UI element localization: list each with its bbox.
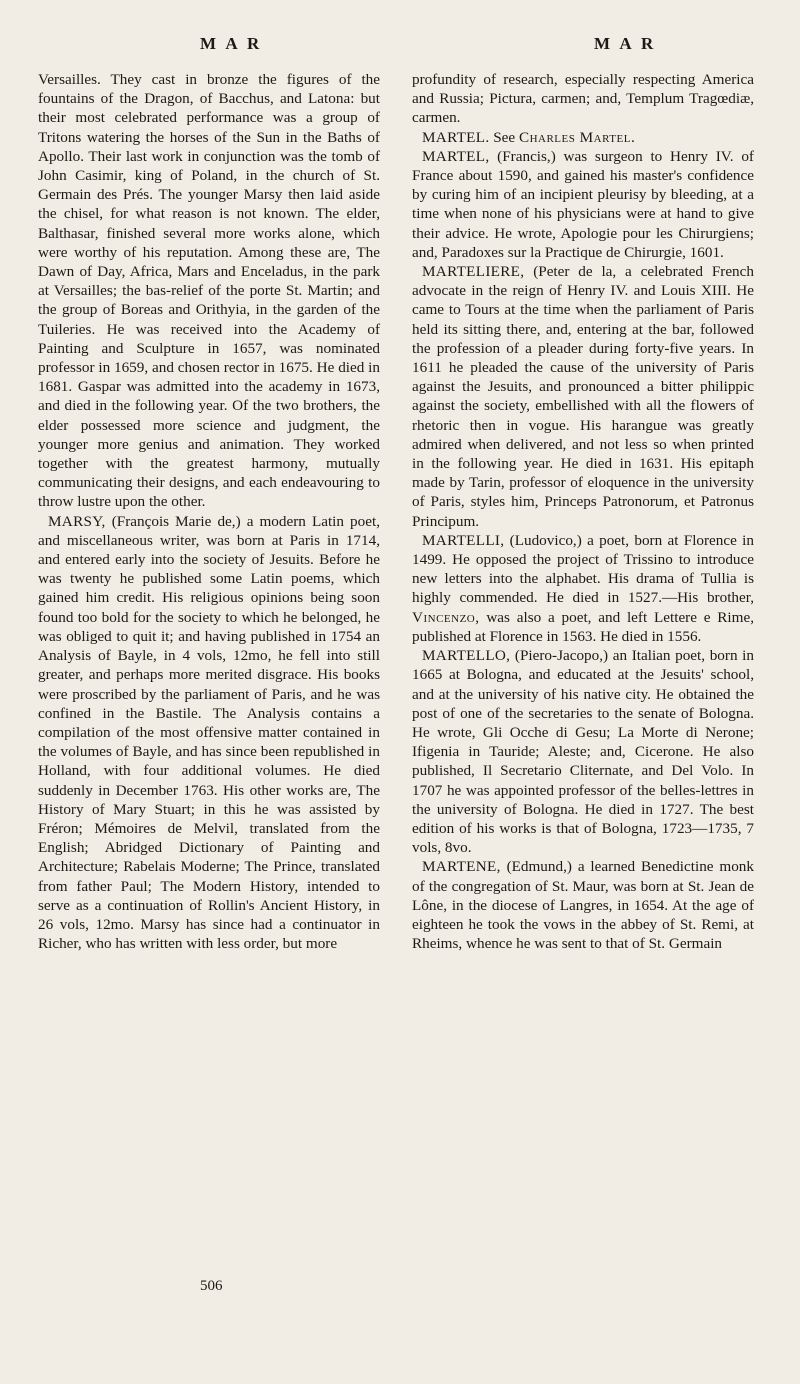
- dictionary-entry: MARTEL. See Charles Martel.: [422, 128, 636, 146]
- entry-headword: MARTELLI,: [422, 531, 505, 549]
- page-number: 506: [200, 1278, 223, 1294]
- entry-headword: MARTEL,: [422, 147, 490, 165]
- running-head-left: M A R: [200, 34, 263, 53]
- entry-headword: MARTELIERE,: [422, 263, 525, 281]
- cross-reference: Charles Martel.: [518, 128, 636, 146]
- dictionary-entry: MARTENE, (Edmund,) a learned Benedictine monk of the congregation of St. Maur, was born at St. Jean de Lône, in the diocese of Langres, in 1654. At the age of eighteen he took the vows in the abbey of St. Remi, at Rheims, whence he was sent to that of St. Germain: [412, 858, 754, 953]
- running-head-right: M A R: [594, 34, 657, 53]
- dictionary-entry: MARTELIERE, (Peter de la, a celebrated French advocate in the reign of Henry IV. and Louis XIII. He came to Tours at the time when the parliament of Paris held its sitting there, and, entering at the bar, followed the profession of a pleader during forty-five years. In 1611 he pleaded the cause of the university of Paris against the Jesuits, and pronounced a bitter philippic against the society, embellished with all the flowers of rhetoric then in vogue. His harangue was greatly admired when delivered, and not less so when printed in the following year. He died in 1631. His epitaph made by Tarin, professor of eloquence in the university of Paris, styles him, Princeps Patronorum, et Patronus Principum.: [412, 263, 754, 530]
- name-smallcaps: Vincenzo,: [412, 608, 480, 626]
- dictionary-entry: MARTEL, (Francis,) was surgeon to Henry IV. of France about 1590, and gained his master's confidence by curing him of an incipient pleurisy by bleeding, at a time when none of his physicians were at hand to give their advice. He wrote, Apologie pour les Chirurgiens; and, Paradoxes sur la Practique de Chirurgie, 1601.: [412, 147, 754, 261]
- entry-headword: MARTENE,: [422, 858, 501, 876]
- entry-headword: MARTELLO,: [422, 647, 511, 665]
- left-column: [38, 70, 380, 953]
- paragraph: profundity of research, especially respecting America and Russia; Pictura, carmen; and, Templum Tragœdiæ, carmen.: [412, 71, 754, 127]
- dictionary-entry: MARTELLO, (Piero-Jacopo,) an Italian poet, born in 1665 at Bologna, and educated at the Jesuits' school, and at the university of his native city. He obtained the post of one of the secretaries to the senate of Bologna. He wrote, Gli Ocche di Gesu; La Morte di Nerone; Ifigenia in Tauride; Aleste; and, Cicerone. He also published, Il Secretario Cliternate, and Del Volo. In 1707 he was appointed professor of the belles-lettres in the university of Bologna. He died in 1727. The best edition of his works is that of Bologna, 1723—1735, 7 vols, 8vo.: [412, 647, 754, 857]
- dictionary-entry: MARSY, (François Marie de,) a modern Latin poet, and miscellaneous writer, was born at Paris in 1714, and entered early into the society of Jesuits. Before he was twenty he published some Latin poems, which gained him credit. His religious opinions being soon found too bold for the society to which he belonged, he was obliged to quit it; and having published in 1754 an Analysis of Bayle, in 4 vols, 12mo, he fell into still greater, and perhaps more merited disgrace. His books were proscribed by the parliament of Paris, and he was confined in the Bastile. The Analysis contains a compilation of the most offensive matter contained in the volumes of Bayle, and has since been republished in Holland, with four additional volumes. He died suddenly in December 1763. His other works are, The History of Mary Stuart; in this he was assisted by Fréron; Mémoires de Melvil, translated from the English; Abridged Dictionary of Painting and Architecture; Rabelais Moderne; The Prince, translated from father Paul; The Modern History, intended to serve as a continuation of Rollin's Ancient History, in 26 vols, 12mo. Marsy has since had a continuator in Richer, who has written with less order, but more: [38, 512, 380, 953]
- paragraph: Versailles. They cast in bronze the figures of the fountains of the Dragon, of Bacchus, and Latona: but their most celebrated performance was a group of Tritons watering the horses of the Sun in the Baths of Apollo. Their last work in conjunction was the tomb of John Casimir, king of Poland, in the church of St. Germain des Prés. The younger Marsy then laid aside the chisel, for what reason is not known. The elder, Balthasar, finished several more works alone, which were worthy of his reputation. Among these are, The Dawn of Day, Africa, Mars and Enceladus, in the park at Versailles; the bas-relief of the porte St. Martin; and the group of Boreas and Orithyia, in the garden of the Tuileries. He was received into the Academy of Painting and Sculpture in 1657, was nominated professor in 1659, and chosen rector in 1675. He died in 1681. Gaspar was admitted into the academy in 1673, and died in the following year. Of the two brothers, the elder possessed more science and judgment, the younger more genius and animation. They worked together with the greatest harmony, mutually communicating their designs, and each endeavouring to throw lustre upon the other.: [38, 71, 380, 511]
- dictionary-entry: MARTELLI, (Ludovico,) a poet, born at Florence in 1499. He opposed the project of Trissino to introduce new letters into the alphabet. His drama of Tullia is highly commended. He died in 1527.—His brother, Vincenzo, was also a poet, and left Lettere e Rime, published at Florence in 1563. He died in 1556.: [412, 531, 754, 645]
- entry-headword: MARSY,: [48, 512, 106, 530]
- right-column: [412, 70, 754, 953]
- entry-headword: MARTEL.: [422, 128, 490, 146]
